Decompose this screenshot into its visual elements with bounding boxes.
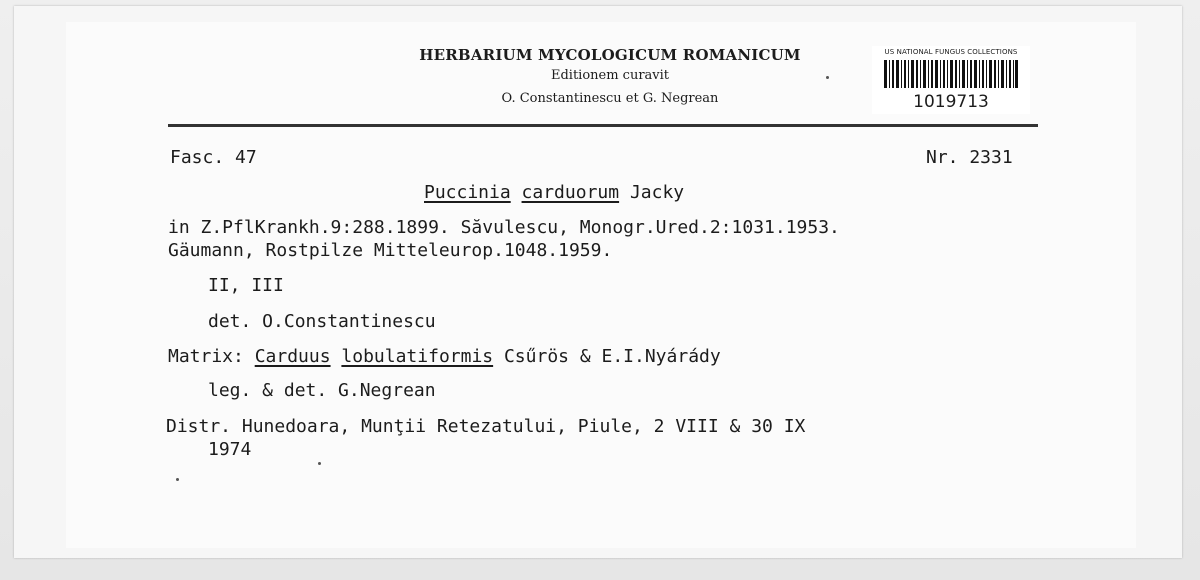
speck-mark: [318, 462, 321, 465]
matrix-genus: Carduus: [254, 346, 331, 367]
herbarium-editors: O. Constantinescu et G. Negrean: [501, 91, 719, 106]
barcode-icon: [884, 60, 1018, 88]
reference-line-2: Gäumann, Rostpilze Mitteleurop.1048.1959.: [168, 240, 613, 261]
distribution-line-1: Distr. Hunedoara, Munţii Retezatului, Piule, 2 VIII & 30 IX: [166, 416, 806, 437]
matrix-species: lobulatiformis: [341, 346, 494, 367]
herbarium-title: HERBARIUM MYCOLOGICUM ROMANICUM: [419, 46, 801, 64]
spore-stages: II, III: [208, 275, 284, 296]
speck-mark: [826, 76, 829, 79]
reference-line-1: in Z.PflKrankh.9:288.1899. Săvulescu, Monogr.Ured.2:1031.1953.: [168, 217, 840, 238]
taxon-name: [424, 183, 684, 203]
taxon-species: carduorum: [521, 182, 620, 203]
fascicle-number: Fasc. 47: [170, 147, 257, 168]
matrix-line: [168, 347, 721, 367]
herbarium-header: [400, 46, 820, 106]
matrix-label: Matrix:: [168, 346, 244, 367]
taxon-author: Jacky: [629, 182, 685, 203]
taxon-genus: Puccinia: [424, 182, 511, 203]
distribution-line-2: 1974: [208, 439, 252, 460]
matrix-author: Csűrös & E.I.Nyárády: [503, 346, 721, 367]
barcode-number: 1019713: [913, 92, 989, 112]
herbarium-subtitle: Editionem curavit: [550, 68, 670, 83]
barcode-label: [872, 46, 1030, 114]
speck-mark: [176, 478, 179, 481]
collector-line: leg. & det. G.Negrean: [208, 380, 436, 401]
header-divider: [168, 124, 1038, 127]
barcode-caption: US NATIONAL FUNGUS COLLECTIONS: [884, 48, 1018, 56]
exsiccata-number: Nr. 2331: [926, 147, 1013, 168]
determiner: det. O.Constantinescu: [208, 311, 436, 332]
